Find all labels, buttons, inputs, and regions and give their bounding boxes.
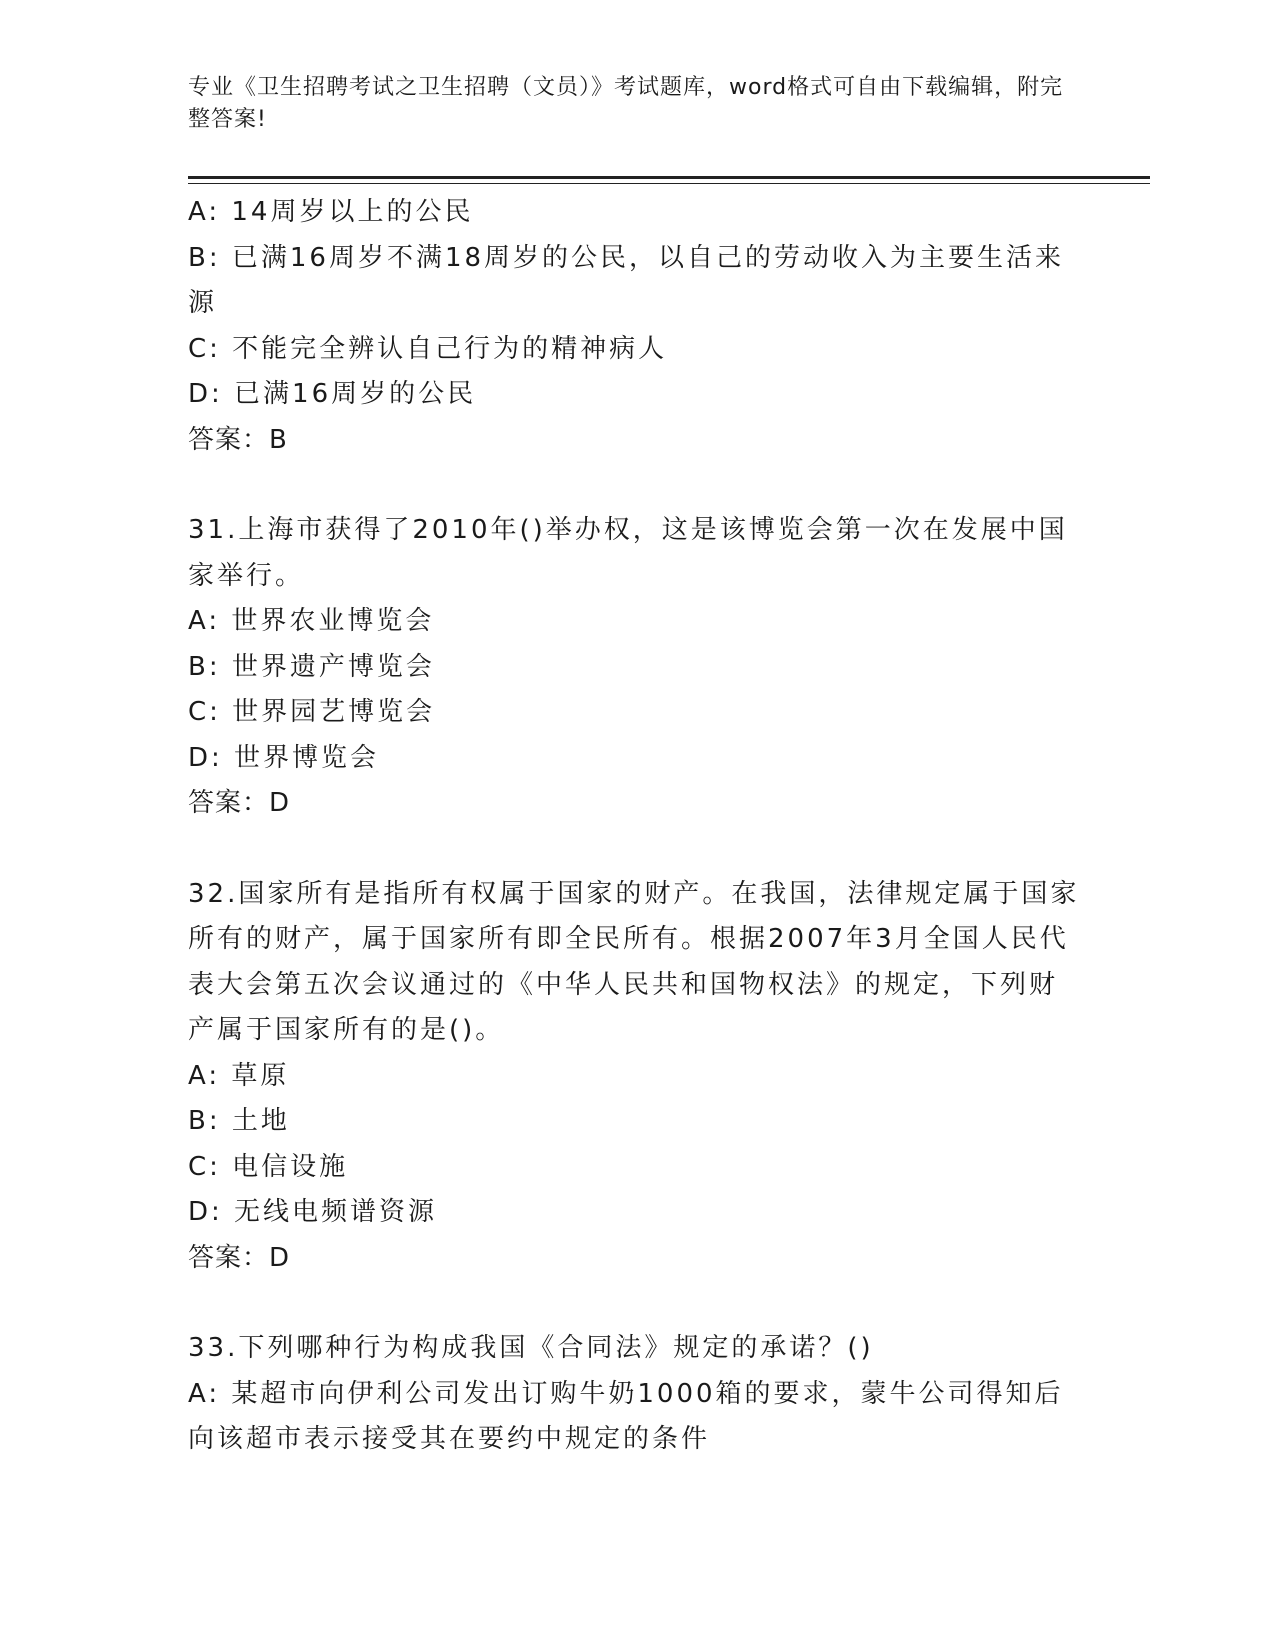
option-c: C: 电信设施: [188, 1151, 349, 1182]
option-c: C: 世界园艺博览会: [188, 697, 436, 727]
option-b: B: 已满16周岁不满18周岁的公民，以自己的劳动收入为主要生活来源: [188, 242, 1065, 318]
answer-text: 答案：D: [188, 788, 291, 818]
question-block-31: [188, 508, 1083, 827]
document-header: 专业《卫生招聘考试之卫生招聘（文员）》考试题库，word格式可自由下载编辑，附完整答案!: [188, 75, 1064, 132]
answer-text: 答案：B: [188, 424, 288, 455]
header-divider-thick: [188, 176, 1150, 179]
option-a: A: 14周岁以上的公民: [188, 197, 474, 227]
option-c: C: 不能完全辨认自己行为的精神病人: [188, 333, 668, 364]
question-block-33: [188, 1326, 1083, 1463]
question-text: 32.国家所有是指所有权属于国家的财产。在我国，法律规定属于国家所有的财产，属于国家所有即全民所有。根据2007年3月全国人民代表大会第五次会议通过的《中华人民共和国物权法》的规定，下列财产属于国家所有的是()。: [188, 878, 1080, 1045]
question-text: 31.上海市获得了2010年()举办权，这是该博览会第一次在发展中国家举行。: [188, 515, 1068, 591]
option-b: B: 土地: [188, 1106, 290, 1136]
option-b: B: 世界遗产博览会: [188, 651, 435, 682]
option-d: D: 无线电频谱资源: [188, 1197, 438, 1227]
question-block-30: [188, 190, 1083, 463]
option-a: A: 世界农业博览会: [188, 606, 435, 636]
option-a: A: 草原: [188, 1060, 290, 1091]
question-text: 33.下列哪种行为构成我国《合同法》规定的承诺？(): [188, 1333, 874, 1363]
header-divider-thin: [188, 183, 1150, 184]
question-block-32: [188, 872, 1083, 1282]
option-a: A: 某超市向伊利公司发出订购牛奶1000箱的要求，蒙牛公司得知后向该超市表示接受其在要约中规定的条件: [188, 1378, 1064, 1454]
question-list: [188, 190, 1083, 1463]
answer-text: 答案：D: [188, 1242, 291, 1273]
option-d: D: 已满16周岁的公民: [188, 379, 477, 409]
option-d: D: 世界博览会: [188, 742, 380, 773]
